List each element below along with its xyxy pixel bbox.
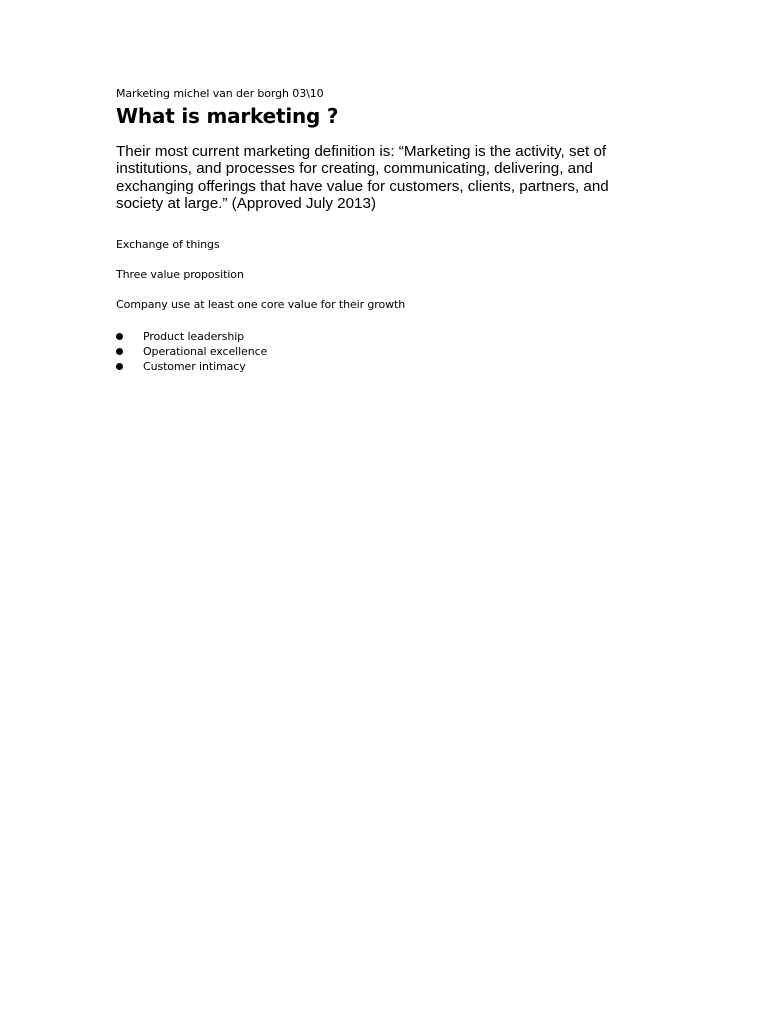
list-item	[116, 329, 656, 344]
marketing-definition: Their most current marketing definition is: “Marketing is the activity, set of institutions, and processes for creating, communicating, delivering, and exchanging offerings that have value for customers, clients, partners, and society at large.” (Approved July 2013)	[116, 143, 609, 212]
paragraph-value-proposition: Three value proposition	[116, 268, 244, 282]
list-item	[116, 359, 656, 374]
paragraph-exchange: Exchange of things	[116, 238, 220, 252]
document-title: What is marketing ?	[116, 104, 339, 128]
list-item-label: Product leadership	[143, 330, 245, 344]
document-header-line: Marketing michel van der borgh 03\10	[116, 87, 324, 100]
list-item-label: Operational excellence	[143, 345, 268, 359]
bullet-dot-icon	[116, 333, 123, 340]
list-item	[116, 344, 656, 359]
paragraph-core-value: Company use at least one core value for their growth	[116, 298, 406, 312]
list-item-label: Customer intimacy	[143, 360, 246, 374]
value-disciplines-list	[116, 329, 656, 374]
bullet-dot-icon	[116, 348, 123, 355]
document-page	[116, 87, 656, 374]
bullet-dot-icon	[116, 363, 123, 370]
